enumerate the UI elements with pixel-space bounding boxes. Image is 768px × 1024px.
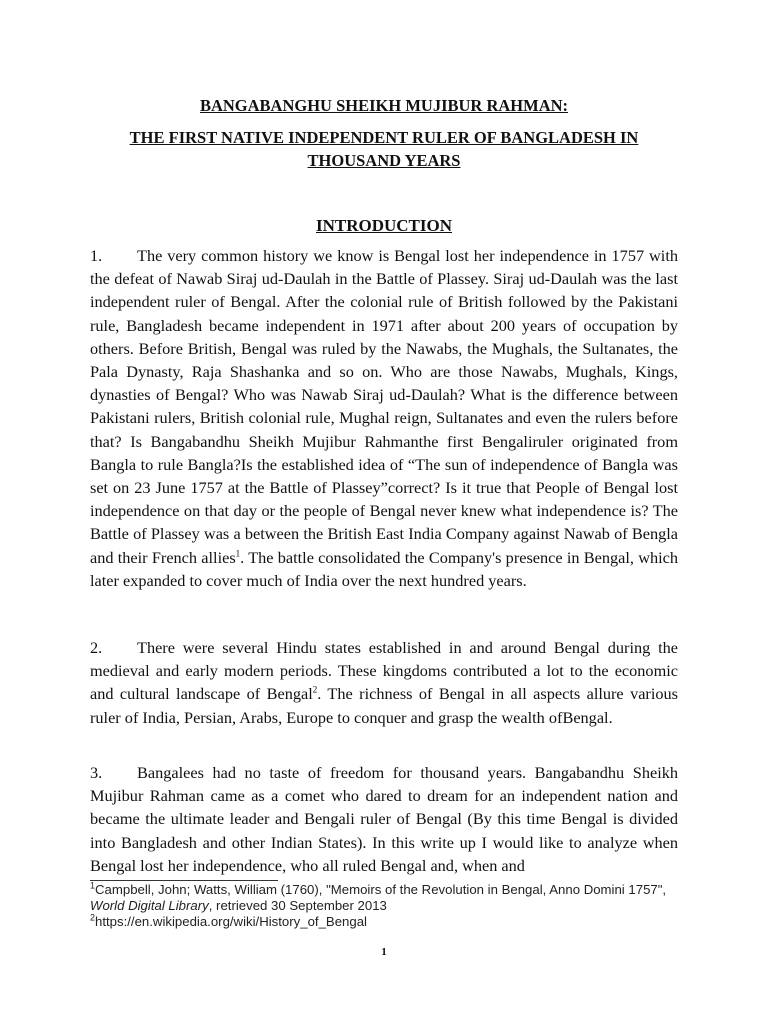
- footnote-link[interactable]: https://en.wikipedia.org/wiki/History_of_Bengal: [95, 914, 367, 929]
- paragraph-number: 2.: [90, 638, 103, 657]
- footnote-reference[interactable]: 2: [312, 684, 318, 695]
- page-number: 1: [381, 946, 387, 958]
- footnote-mark: 1: [90, 880, 96, 891]
- footnote-mark: 2: [90, 912, 96, 923]
- footnote-italic-title: World Digital Library: [90, 898, 209, 913]
- paragraph-3: [90, 761, 678, 877]
- paragraph-number: 3.: [90, 763, 103, 782]
- footnote-2: [90, 914, 690, 930]
- paragraph-text-continued: . The battle consolidated the Company's presence in Bengal, which later expanded to cover much of India over the next hundred years.: [90, 547, 679, 590]
- document-title-line-1: BANGABANGHU SHEIKH MUJIBUR RAHMAN:: [199, 96, 569, 115]
- section-heading-introduction: INTRODUCTION: [315, 216, 453, 235]
- paragraph-text: Bangalees had no taste of freedom for thousand years. Bangabandhu Sheikh Mujibur Rahman came as a comet who dared to dream for an independent nation and became the ultimate leader and Bengali ruler of Bengal (By this time Bengal is divided into Bangladesh and other Indian States). In this write up I would like to analyze when Bengal lost her independence, who all ruled Bengal and, when and: [90, 763, 678, 875]
- subtitle-line-b: THOUSAND YEARS: [307, 151, 461, 170]
- paragraph-text: There were several Hindu states established in and around Bengal during the medieval and early modern periods. These kingdoms contributed a lot to the economic and cultural landscape of Bengal: [90, 638, 678, 704]
- paragraph-2: [90, 636, 678, 729]
- footnote-text-continued: , retrieved 30 September 2013: [208, 898, 387, 913]
- paragraph-text: The very common history we know is Bengal lost her independence in 1757 with the defeat of Nawab Siraj ud-Daulah in the Battle of Plassey. Siraj ud-Daulah was the last independent ruler of Bengal. After the colonial rule of British followed by the Pakistani rule, Bangladesh became independent in 1971 after about 200 years of occupation by others. Before British, Bengal was ruled by the Nawabs, the Mughals, the Sultanates, the Pala Dynasty, Raja Shashanka and so on. Who are those Nawabs, Mughals, Kings, dynasties of Bengal? Who was Nawab Siraj ud-Daulah? What is the difference between Pakistani rulers, British colonial rule, Mughal reign, Sultanates and even the rulers before that? Is Bangabandhu Sheikh Mujibur Rahmanthe first Bengaliruler originated from Bangla to rule Bangla?Is the established idea of “The sun of independence of Bangla was set on 23 June 1757 at the Battle of Plassey”correct? Is it true that People of Bengal lost independence on that day or the people of Bengal never knew what independence is? The Battle of Plassey was a between the British East India Company against Nawab of Bengla and their French allies: [90, 246, 678, 567]
- footnote-separator: [90, 880, 278, 881]
- paragraph-text-continued: . The richness of Bengal in all aspects allure various ruler of India, Persian, Arabs, Europe to conquer and grasp the wealth ofBengal.: [90, 684, 678, 727]
- footnote-1: [90, 882, 690, 914]
- footnote-reference[interactable]: 1: [235, 548, 241, 559]
- footnote-text: Campbell, John; Watts, William (1760), "Memoirs of the Revolution in Bengal, Anno Domini 1757",: [95, 882, 667, 897]
- document-subtitle: [60, 126, 708, 172]
- footnotes: [90, 882, 690, 930]
- paragraph-1: [90, 244, 678, 592]
- paragraph-number: 1.: [90, 246, 103, 265]
- subtitle-line-a: THE FIRST NATIVE INDEPENDENT RULER OF BANGLADESH IN: [129, 128, 639, 147]
